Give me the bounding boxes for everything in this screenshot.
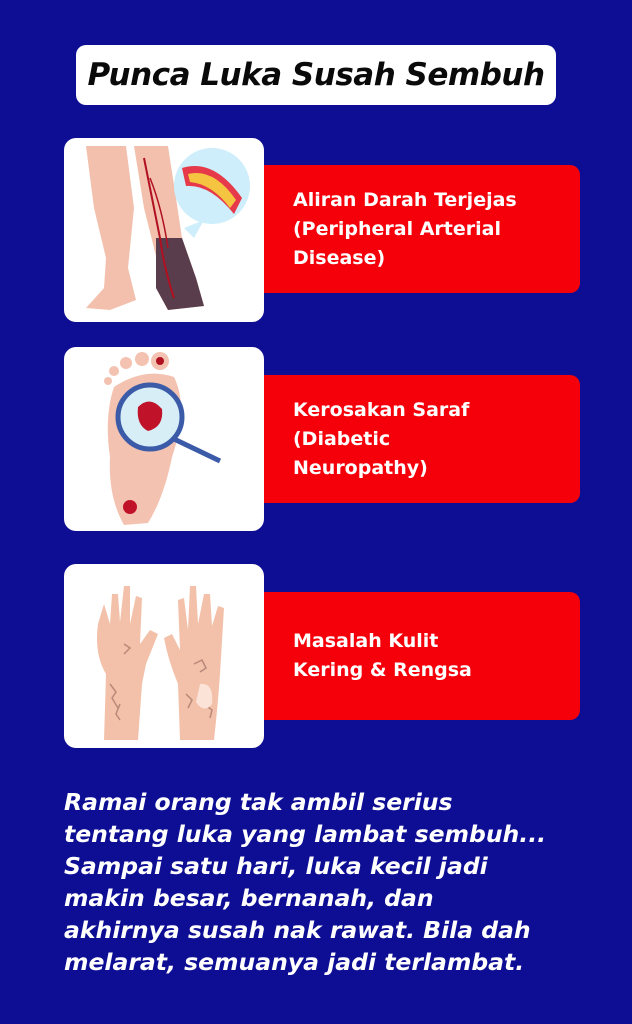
cause-label-box-1 — [248, 165, 580, 293]
cause-2-line-3: Neuropathy) — [293, 456, 428, 479]
cause-3-line-2: Kering & Rengsa — [293, 659, 472, 681]
cause-card-1 — [64, 138, 264, 322]
cause-label-box-2 — [248, 375, 580, 503]
paragraph-line-4: makin besar, bernanah, dan — [64, 884, 434, 912]
cause-1-line-1: Aliran Darah Terjejas — [293, 188, 517, 211]
paragraph-line-3: Sampai satu hari, luka kecil jadi — [64, 852, 488, 880]
cause-2-line-2: (Diabetic — [293, 427, 391, 450]
cause-3-line-1: Masalah Kulit — [293, 630, 439, 652]
cause-label-box-3 — [248, 592, 580, 720]
paragraph-line-1: Ramai orang tak ambil serius — [64, 788, 453, 816]
page-title: Punca Luka Susah Sembuh — [87, 57, 545, 93]
cause-1-line-2: (Peripheral Arterial — [293, 217, 501, 240]
cause-label-2 — [293, 375, 566, 503]
foot-ulcer-magnifier-icon — [64, 347, 264, 531]
cause-label-3 — [293, 592, 566, 720]
warning-paragraph — [64, 786, 584, 978]
paragraph-line-2: tentang luka yang lambat sembuh... — [64, 820, 547, 848]
leg-artery-icon — [64, 138, 264, 322]
cause-1-line-3: Disease) — [293, 246, 386, 269]
cause-card-2 — [64, 347, 264, 531]
paragraph-line-6: melarat, semuanya jadi terlambat. — [64, 948, 525, 976]
cause-label-1 — [293, 165, 566, 293]
dry-hands-icon — [64, 564, 264, 748]
cause-2-line-1: Kerosakan Saraf — [293, 398, 470, 421]
paragraph-line-5: akhirnya susah nak rawat. Bila dah — [64, 916, 531, 944]
cause-card-3 — [64, 564, 264, 748]
title-box — [76, 45, 556, 105]
